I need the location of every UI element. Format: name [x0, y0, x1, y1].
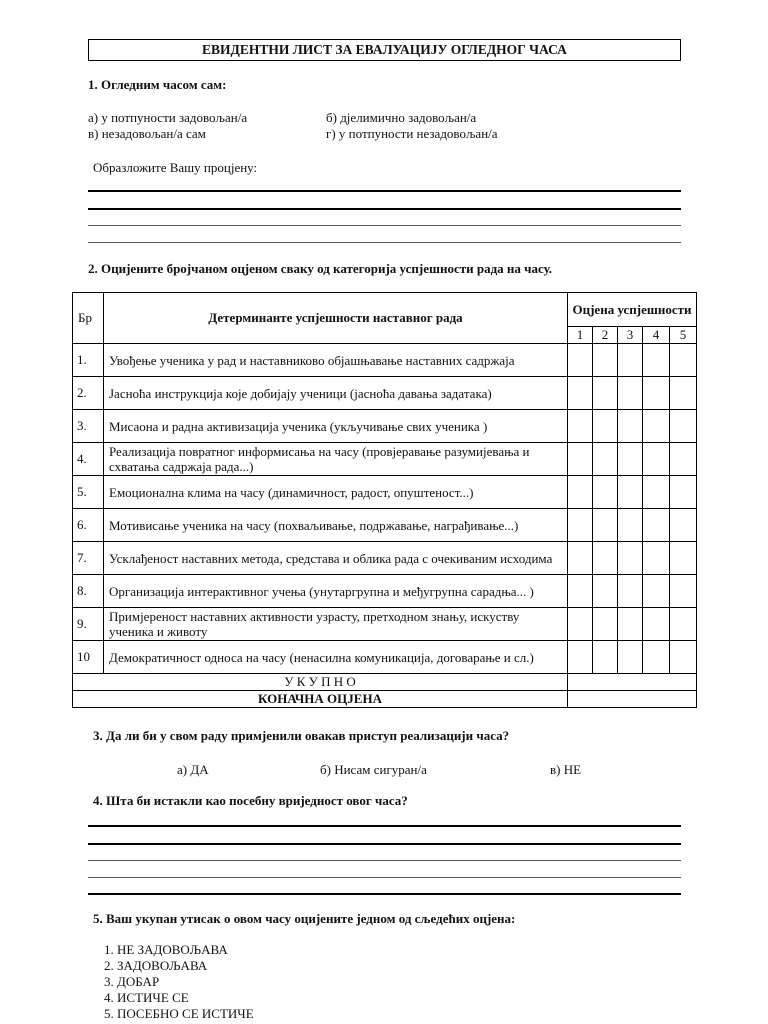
score-cell[interactable] — [568, 443, 593, 476]
row-description: Мотивисање ученика на часу (похваљивање, подржавање, награђивање...) — [104, 509, 568, 542]
score-cell[interactable] — [593, 641, 618, 674]
table-row — [73, 443, 697, 476]
score-cell[interactable] — [568, 608, 593, 641]
score-cell[interactable] — [618, 509, 643, 542]
q3-heading: 3. Да ли би у свом раду примјенили овакав приступ реализацији часа? — [93, 728, 510, 743]
score-cell[interactable] — [670, 608, 697, 641]
score-cell[interactable] — [593, 476, 618, 509]
row-description: Увођење ученика у рад и наставниково објашњавање наставних садржаја — [104, 344, 568, 377]
table-row — [73, 410, 697, 443]
q1-answer-line-4[interactable] — [88, 242, 681, 243]
q4-answer-line-4[interactable] — [88, 877, 681, 878]
score-cell[interactable] — [568, 509, 593, 542]
final-grade-label: КОНАЧНА ОЦЈЕНА — [73, 691, 568, 708]
score-cell[interactable] — [568, 377, 593, 410]
score-cell[interactable] — [670, 344, 697, 377]
col-header-rating: Оцјена успјешности — [568, 293, 697, 327]
score-cell[interactable] — [593, 377, 618, 410]
q4-answer-line-5[interactable] — [88, 893, 681, 895]
score-cell[interactable] — [643, 641, 670, 674]
score-cell[interactable] — [593, 575, 618, 608]
q1-heading: 1. Огледним часом сам: — [88, 77, 227, 92]
row-number: 7. — [73, 542, 104, 575]
evaluation-table — [72, 292, 697, 708]
score-cell[interactable] — [568, 476, 593, 509]
table-row — [73, 542, 697, 575]
row-number: 1. — [73, 344, 104, 377]
score-cell[interactable] — [618, 443, 643, 476]
score-cell[interactable] — [643, 410, 670, 443]
row-number: 8. — [73, 575, 104, 608]
score-cell[interactable] — [643, 509, 670, 542]
score-cell[interactable] — [568, 410, 593, 443]
score-cell[interactable] — [670, 575, 697, 608]
table-row — [73, 641, 697, 674]
score-cell[interactable] — [593, 344, 618, 377]
score-cell[interactable] — [643, 542, 670, 575]
q3-option-unsure[interactable]: б) Нисам сигуран/а — [320, 762, 427, 777]
q5-heading: 5. Ваш укупан утисак о овом часу оцијените једном од сљедећих оцјена: — [93, 911, 516, 926]
q1-option-a[interactable]: а) у потпуности задовољан/а — [88, 110, 248, 125]
score-cell[interactable] — [643, 344, 670, 377]
row-description: Реализација повратног информисања на часу (провјеравање разумијевања и схватања садржаја рада...) — [104, 443, 568, 476]
row-number: 9. — [73, 608, 104, 641]
row-description: Мисаона и радна активизација ученика (укључивање свих ученика ) — [104, 410, 568, 443]
score-header-1: 1 — [568, 327, 593, 344]
q1-option-g[interactable]: г) у потпуности незадовољан/а — [326, 126, 498, 141]
score-cell[interactable] — [568, 641, 593, 674]
score-cell[interactable] — [670, 542, 697, 575]
score-cell[interactable] — [568, 575, 593, 608]
score-cell[interactable] — [593, 410, 618, 443]
score-cell[interactable] — [618, 377, 643, 410]
final-grade-cell[interactable] — [568, 691, 697, 708]
q4-heading: 4. Шта би истакли као посебну вриједност овог часа? — [93, 793, 408, 808]
row-description: Емоционална клима на часу (динамичност, радост, опуштеност...) — [104, 476, 568, 509]
row-description: Јасноћа инструкција које добијају ученици (јасноћа давања задатака) — [104, 377, 568, 410]
q5-option-3[interactable]: 3. ДОБАР — [104, 974, 160, 989]
q3-option-yes[interactable]: а) ДА — [177, 762, 209, 777]
q1-explain-label: Образложите Вашу процјену: — [93, 160, 258, 175]
q4-answer-line-2[interactable] — [88, 843, 681, 845]
q5-option-4[interactable]: 4. ИСТИЧЕ СЕ — [104, 990, 189, 1005]
q5-option-5[interactable]: 5. ПОСЕБНО СЕ ИСТИЧЕ — [104, 1006, 254, 1021]
q1-answer-line-1[interactable] — [88, 190, 681, 192]
score-cell[interactable] — [593, 443, 618, 476]
score-header-4: 4 — [643, 327, 670, 344]
score-cell[interactable] — [618, 410, 643, 443]
row-number: 2. — [73, 377, 104, 410]
score-cell[interactable] — [670, 443, 697, 476]
score-cell[interactable] — [643, 476, 670, 509]
table-row — [73, 608, 697, 641]
score-cell[interactable] — [618, 344, 643, 377]
score-cell[interactable] — [670, 377, 697, 410]
q2-heading: 2. Оцијените бројчаном оцјеном сваку од категорија успјешности рада на часу. — [88, 261, 553, 276]
row-number: 5. — [73, 476, 104, 509]
q1-option-v[interactable]: в) незадовољан/а сам — [88, 126, 206, 141]
total-label: У К У П Н О — [73, 674, 568, 691]
q4-answer-line-3[interactable] — [88, 860, 681, 861]
score-cell[interactable] — [618, 641, 643, 674]
q1-answer-line-3[interactable] — [88, 225, 681, 226]
table-row — [73, 476, 697, 509]
score-cell[interactable] — [618, 542, 643, 575]
q4-answer-line-1[interactable] — [88, 825, 681, 827]
score-cell[interactable] — [618, 575, 643, 608]
score-cell[interactable] — [643, 377, 670, 410]
score-cell[interactable] — [643, 608, 670, 641]
score-cell[interactable] — [670, 641, 697, 674]
q1-answer-line-2[interactable] — [88, 208, 681, 210]
row-number: 4. — [73, 443, 104, 476]
row-description: Демократичност односа на часу (ненасилна комуникација, договарање и сл.) — [104, 641, 568, 674]
q5-option-1[interactable]: 1. НЕ ЗАДОВОЉАВА — [104, 942, 228, 957]
row-number: 6. — [73, 509, 104, 542]
row-description: Усклађеност наставних метода, средстава и облика рада с очекиваним исходима — [104, 542, 568, 575]
q3-option-no[interactable]: в) НЕ — [550, 762, 582, 777]
score-cell[interactable] — [643, 443, 670, 476]
form-title: ЕВИДЕНТНИ ЛИСТ ЗА ЕВАЛУАЦИЈУ ОГЛЕДНОГ ЧАСА — [88, 39, 681, 61]
row-number: 10 — [73, 641, 104, 674]
score-cell[interactable] — [593, 509, 618, 542]
table-row — [73, 509, 697, 542]
total-value-cell[interactable] — [568, 674, 697, 691]
score-cell[interactable] — [670, 476, 697, 509]
score-cell[interactable] — [618, 608, 643, 641]
table-row — [73, 344, 697, 377]
q5-options-list — [88, 942, 254, 1022]
score-header-5: 5 — [670, 327, 697, 344]
score-cell[interactable] — [568, 344, 593, 377]
q1-option-b[interactable]: б) дјелимично задовољан/а — [326, 110, 477, 125]
score-cell[interactable] — [670, 410, 697, 443]
score-cell[interactable] — [593, 542, 618, 575]
col-header-no: Бр — [73, 293, 104, 344]
score-header-3: 3 — [618, 327, 643, 344]
row-number: 3. — [73, 410, 104, 443]
table-row — [73, 377, 697, 410]
score-cell[interactable] — [593, 608, 618, 641]
row-description: Организација интерактивног учења (унутаргрупна и међугрупна сарадња... ) — [104, 575, 568, 608]
table-row — [73, 575, 697, 608]
q5-option-2[interactable]: 2. ЗАДОВОЉАВА — [104, 958, 208, 973]
col-header-desc: Детерминанте успјешности наставног рада — [104, 293, 568, 344]
score-cell[interactable] — [670, 509, 697, 542]
score-cell[interactable] — [643, 575, 670, 608]
score-cell[interactable] — [568, 542, 593, 575]
score-header-2: 2 — [593, 327, 618, 344]
score-cell[interactable] — [618, 476, 643, 509]
row-description: Примјереност наставних активности узрасту, претходном знању, искуству ученика и животу — [104, 608, 568, 641]
